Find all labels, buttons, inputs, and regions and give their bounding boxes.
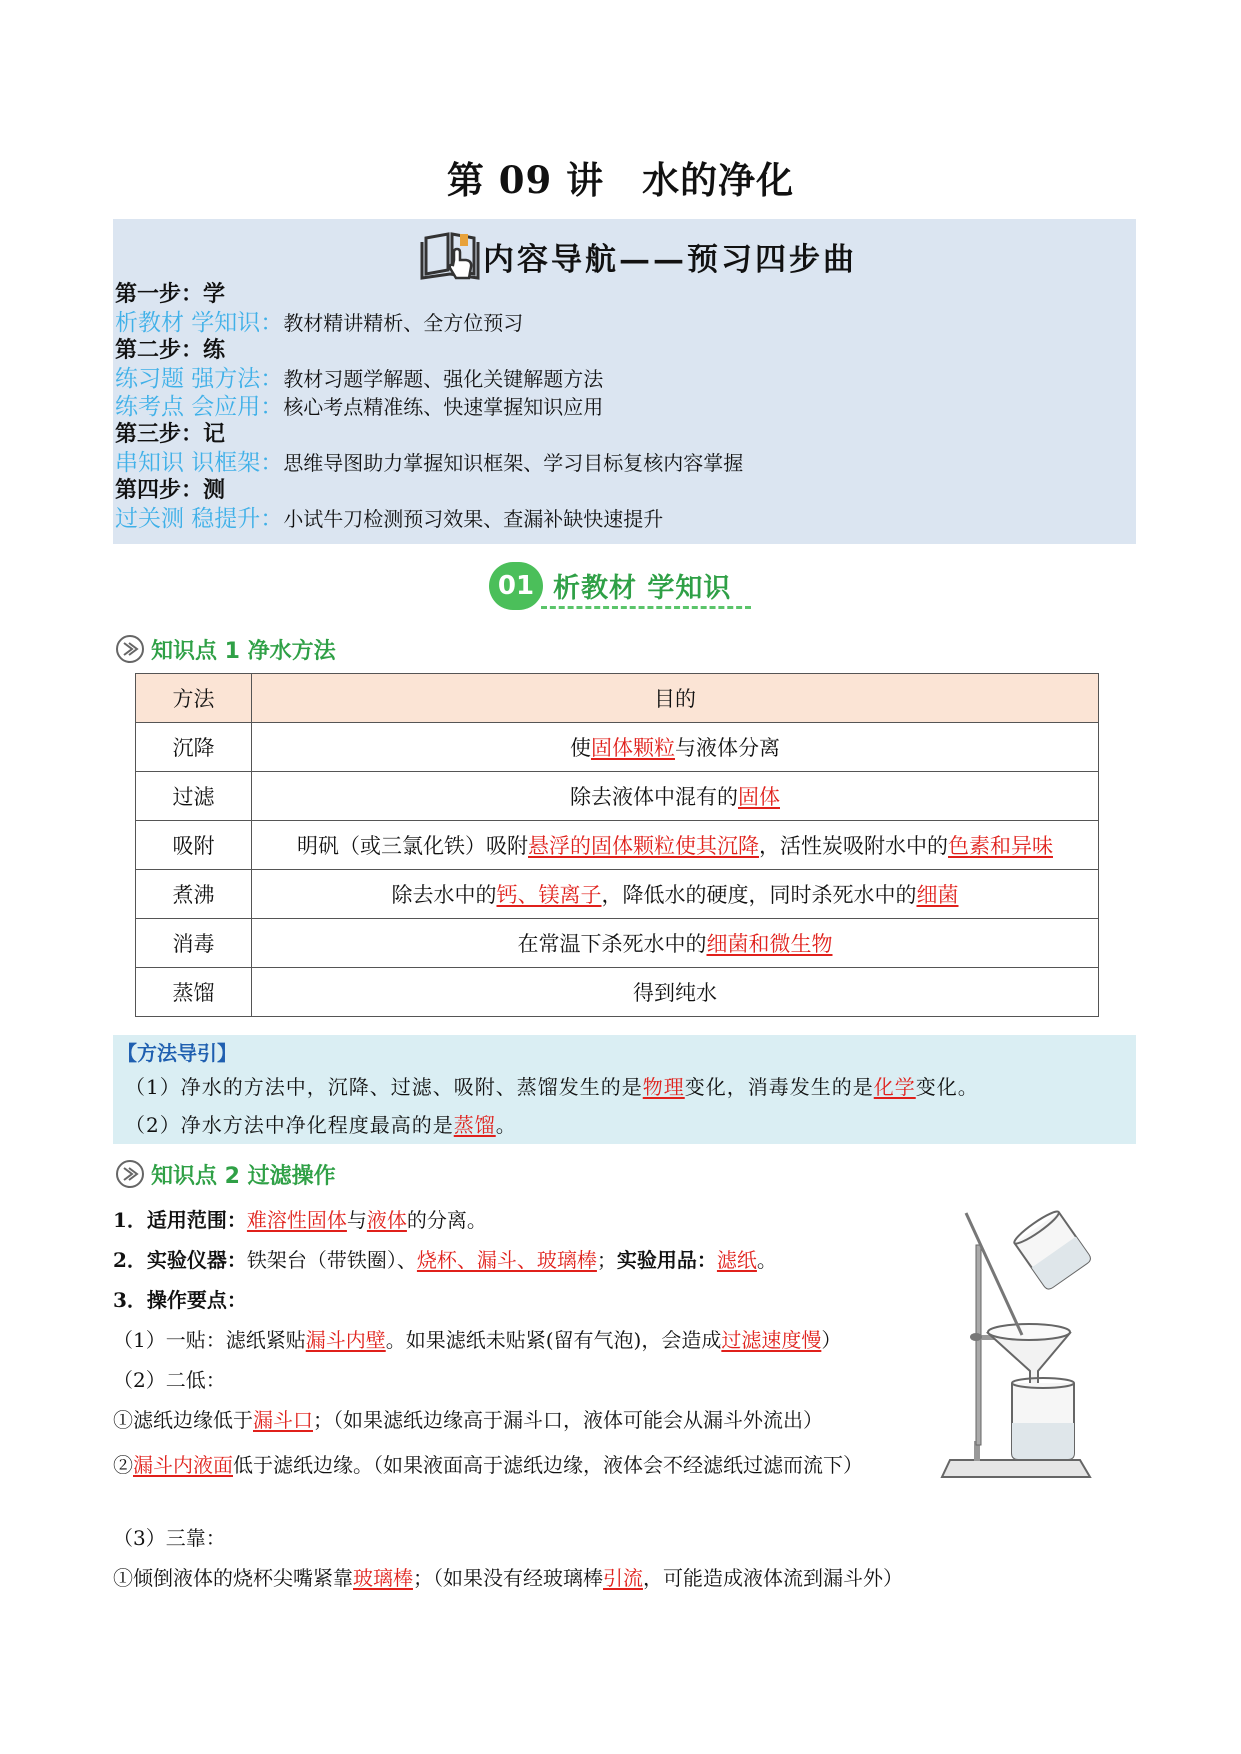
filtration-line-4 <box>113 1326 841 1354</box>
section-banner <box>489 558 769 614</box>
filtration-apparatus-icon <box>930 1205 1110 1485</box>
table-row <box>136 723 1099 772</box>
method-guide-title: 【方法导引】 <box>117 1041 237 1065</box>
purpose-cell <box>252 919 1099 968</box>
text-run: ，活性炭吸附水中的 <box>759 834 948 858</box>
filtration-line-2 <box>113 1246 777 1274</box>
table-row <box>136 870 1099 919</box>
label-text: 3．操作要点： <box>113 1288 247 1312</box>
text-run: ，降低水的硬度，同时杀死水中的 <box>601 883 917 907</box>
nav-step-3: 第三步：记 <box>115 422 226 447</box>
method-cell: 消毒 <box>136 919 252 968</box>
answer-text: 色素和异味 <box>948 834 1053 858</box>
content-navigation-box <box>113 219 1136 544</box>
text-run: 铁架台（带铁圈）、 <box>246 1248 417 1272</box>
filtration-line-8 <box>113 1524 226 1552</box>
method-cell: 吸附 <box>136 821 252 870</box>
text-run: 得到纯水 <box>633 981 717 1005</box>
table-row <box>136 968 1099 1017</box>
method-cell: 蒸馏 <box>136 968 252 1017</box>
text-run: 使 <box>570 736 591 760</box>
nav-item-4: 串知识 识框架：思维导图助力掌握知识框架、学习目标复核内容掌握 <box>115 450 744 476</box>
guide-line-1 <box>125 1071 979 1100</box>
nav-step-1: 第一步：学 <box>115 282 226 307</box>
label-text: 2．实验仪器： <box>113 1248 247 1272</box>
text-run: 。如果滤纸未贴紧(留有气泡)，会造成 <box>385 1328 722 1352</box>
purpose-cell <box>252 723 1099 772</box>
table-header-row <box>136 674 1099 723</box>
text-run: ；（如果没有经玻璃棒 <box>413 1566 603 1590</box>
nav-item-5: 过关测 稳提升：小试牛刀检测预习效果、查漏补缺快速提升 <box>115 506 664 532</box>
answer-text: 烧杯、漏斗、玻璃棒 <box>416 1248 597 1272</box>
purpose-cell <box>252 870 1099 919</box>
knowledge-point-1-title: 知识点 1 净水方法 <box>151 639 336 664</box>
nav-step-4: 第四步：测 <box>115 478 226 503</box>
text-run: ①倾倒液体的烧杯尖嘴紧靠 <box>113 1566 353 1590</box>
section-title: 析教材 学知识 <box>553 573 732 604</box>
text-run: 除去水中的 <box>391 883 497 907</box>
text-run: 与 <box>346 1208 367 1232</box>
answer-text: 物理 <box>642 1075 685 1099</box>
method-cell: 过滤 <box>136 772 252 821</box>
answer-text: 玻璃棒 <box>353 1566 413 1590</box>
text-run: （2）二低： <box>113 1368 226 1392</box>
guide-line-2 <box>125 1109 517 1138</box>
text-run: ； <box>596 1248 617 1272</box>
text-run: 明矾（或三氯化铁）吸附 <box>297 834 528 858</box>
answer-text: 液体 <box>366 1208 407 1232</box>
text-run: 变化，消毒发生的是 <box>684 1075 874 1099</box>
text-run: 在常温下杀死水中的 <box>517 932 707 956</box>
text-run: （1）一贴：滤纸紧贴 <box>113 1328 306 1352</box>
book-hand-icon <box>420 230 480 282</box>
answer-text: 难溶性固体 <box>246 1208 347 1232</box>
method-cell: 煮沸 <box>136 870 252 919</box>
purpose-cell <box>252 821 1099 870</box>
answer-text: 悬浮的固体颗粒使其沉降 <box>528 834 759 858</box>
text-run: ；（如果滤纸边缘高于漏斗口，液体可能会从漏斗外流出） <box>313 1408 823 1432</box>
text-run: （2）净水方法中净化程度最高的是 <box>125 1113 454 1137</box>
text-run: （3）三靠： <box>113 1526 226 1550</box>
answer-text: 细菌 <box>916 883 959 907</box>
answer-text: 漏斗内壁 <box>305 1328 386 1352</box>
answer-text: 过滤速度慢 <box>721 1328 822 1352</box>
column-header-purpose: 目的 <box>252 674 1099 723</box>
knowledge-point-2-title: 知识点 2 过滤操作 <box>151 1164 336 1189</box>
purpose-cell <box>252 968 1099 1017</box>
answer-text: 漏斗内液面 <box>133 1453 233 1477</box>
filtration-line-6 <box>113 1406 823 1434</box>
filtration-line-5 <box>113 1366 226 1394</box>
table-row <box>136 821 1099 870</box>
text-run: 。 <box>756 1248 777 1272</box>
text-run: （1）净水的方法中，沉降、过滤、吸附、蒸馏发生的是 <box>125 1075 643 1099</box>
filtration-line-3 <box>113 1286 247 1314</box>
answer-text: 蒸馏 <box>453 1113 496 1137</box>
answer-text: 固体 <box>738 785 780 809</box>
answer-text: 固体颗粒 <box>591 736 675 760</box>
filtration-line-1 <box>113 1206 487 1234</box>
page-title: 第 09 讲 水的净化 <box>446 158 795 202</box>
purpose-cell <box>252 772 1099 821</box>
filtration-line-9 <box>113 1564 903 1592</box>
arrow-circle-icon <box>115 1159 145 1189</box>
text-run: 变化。 <box>915 1075 979 1099</box>
answer-text: 滤纸 <box>716 1248 757 1272</box>
answer-text: 钙、镁离子 <box>496 883 602 907</box>
nav-header <box>113 230 1136 280</box>
label-text: 1．适用范围： <box>113 1208 247 1232</box>
text-run: ② <box>113 1453 133 1477</box>
filtration-line-7 <box>113 1446 913 1484</box>
text-run: 。 <box>495 1113 517 1137</box>
nav-item-2: 练习题 强方法：教材习题学解题、强化关键解题方法 <box>115 366 604 392</box>
nav-step-2: 第二步：练 <box>115 338 226 363</box>
answer-text: 细菌和微生物 <box>706 932 833 956</box>
answer-text: 漏斗口 <box>253 1408 313 1432</box>
text-run: ） <box>821 1328 842 1352</box>
table-row <box>136 919 1099 968</box>
method-guide-box <box>113 1035 1136 1144</box>
text-run: 的分离。 <box>406 1208 487 1232</box>
text-run: ①滤纸边缘低于 <box>113 1408 253 1432</box>
text-run: ，可能造成液体流到漏斗外） <box>643 1566 903 1590</box>
arrow-circle-icon <box>115 634 145 664</box>
text-run: 与液体分离 <box>675 736 780 760</box>
section-number: 01 <box>489 562 543 610</box>
purification-methods-table <box>135 673 1099 1017</box>
section-underline <box>541 606 751 609</box>
label-text: 实验用品： <box>616 1248 717 1272</box>
method-cell: 沉降 <box>136 723 252 772</box>
answer-text: 化学 <box>873 1075 916 1099</box>
nav-heading: 内容导航——预习四步曲 <box>483 242 857 278</box>
nav-item-1: 析教材 学知识：教材精讲精析、全方位预习 <box>115 310 524 336</box>
text-run: 低于滤纸边缘。（如果液面高于滤纸边缘，液体会不经滤纸过滤而流下） <box>233 1453 863 1477</box>
nav-item-3: 练考点 会应用：核心考点精准练、快速掌握知识应用 <box>115 394 604 420</box>
table-row <box>136 772 1099 821</box>
answer-text: 引流 <box>603 1566 643 1590</box>
text-run: 除去液体中混有的 <box>570 785 738 809</box>
column-header-method: 方法 <box>136 674 252 723</box>
